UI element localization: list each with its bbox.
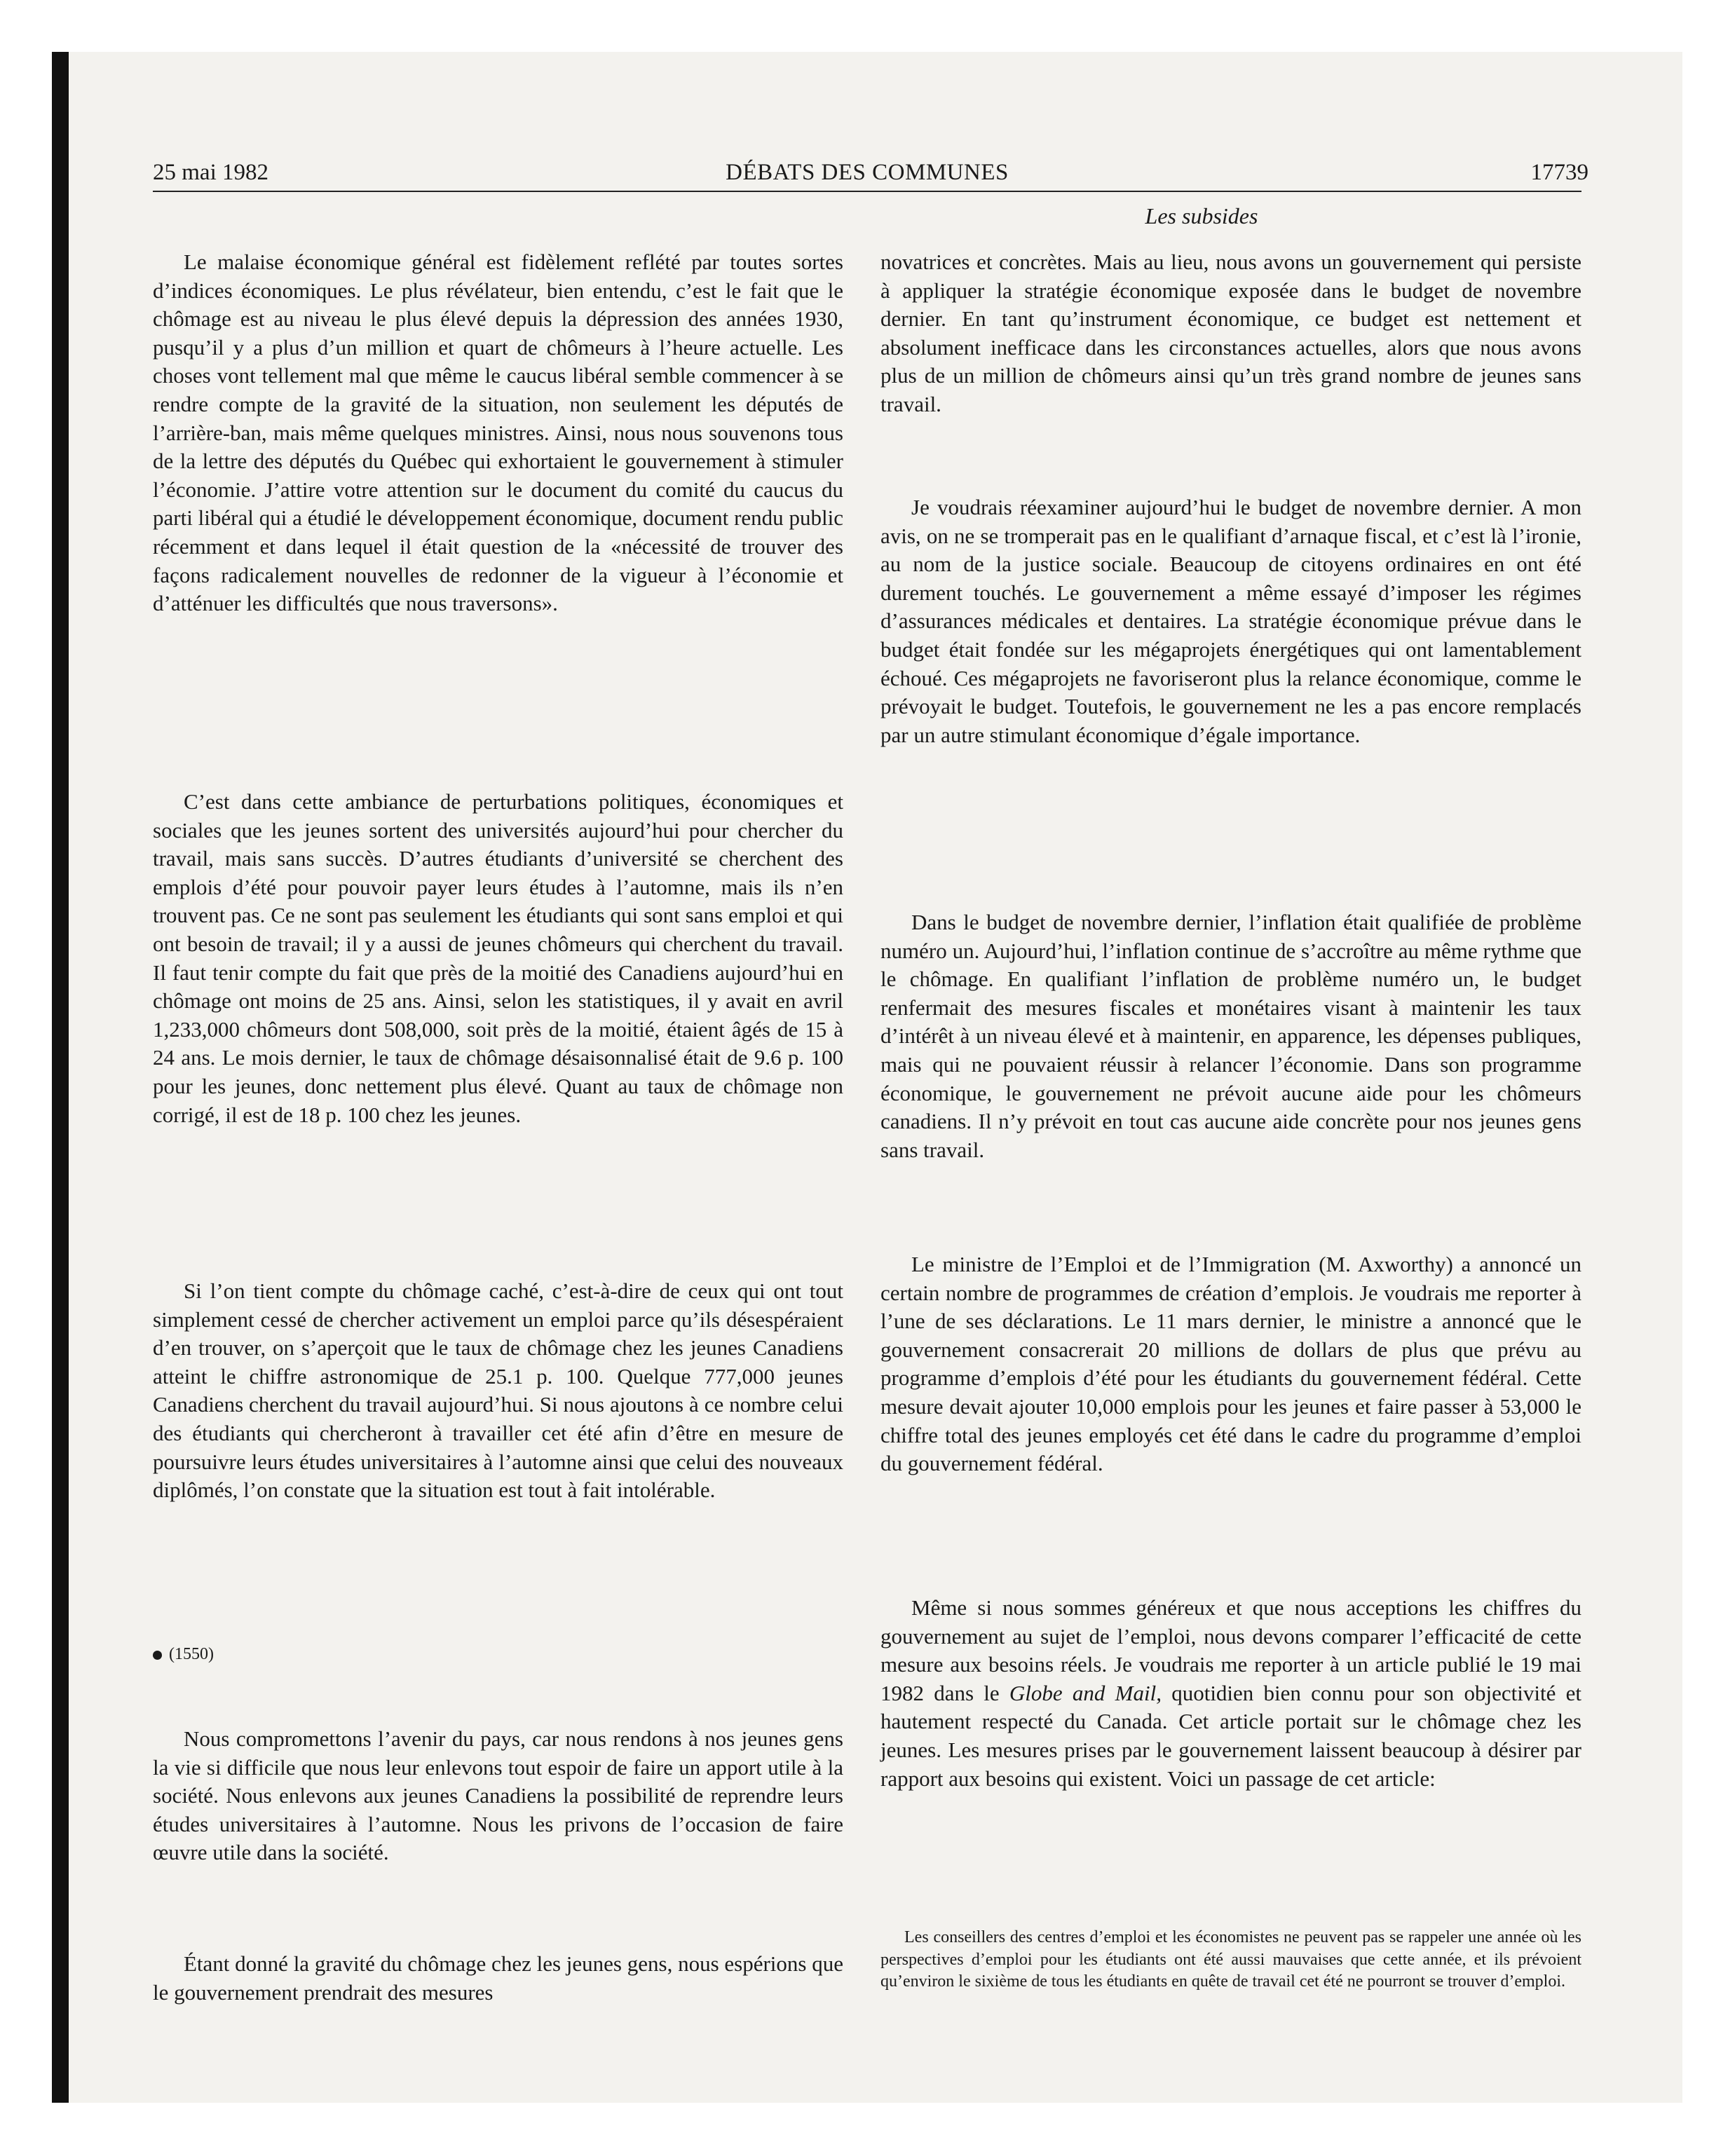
scanned-page [52,52,1682,2103]
block-quote: Les conseillers des centres d’emploi et les économistes ne peuvent pas se rappeler une année où les perspectives d’emploi pour les étudiants ont été aussi mauvaises que cette année, et ils prévoient qu’environ le sixième de tous les étudiants en quête de travail cet été ne pourront se trouver d’emploi. [880,1928,1581,1991]
left-paragraph-5: Étant donné la gravité du chômage chez les jeunes gens, nous espérions que le gouvernement prendrait des mesures [153,1951,843,2005]
right-paragraph-5 [880,1594,1581,1793]
header-date: 25 mai 1982 [153,160,268,185]
header-rule [153,191,1581,192]
left-paragraph-2: C’est dans cette ambiance de perturbations politiques, économiques et sociales que les jeunes sortent des universités aujourd’hui pour chercher du travail, mais sans succès. D’autres étudiants d’université se cherchent des emplois d’été pour pouvoir payer leurs études à l’automne, mais ils n’en trouvent pas. Ce ne sont pas seulement les étudiants qui sont sans emploi et qui ont besoin de travail; il y a aussi de jeunes chômeurs qui cherchent du travail. Il faut tenir compte du fait que près de la moitié des Canadiens aujourd’hui en chômage ont moins de 25 ans. Ainsi, selon les statistiques, il y avait en avril 1,233,000 chômeurs dont 508,000, soit près de la moitié, étaient âgés de 15 à 24 ans. Le mois dernier, le taux de chômage désaisonnalisé était de 9.6 p. 100 pour les jeunes, donc nettement plus élevé. Quant au taux de chômage non corrigé, il est de 18 p. 100 chez les jeunes. [153,789,843,1127]
header-title: DÉBATS DES COMMUNES [726,160,1009,185]
bullet-icon [153,1651,162,1660]
right-paragraph-1: novatrices et concrètes. Mais au lieu, nous avons un gouvernement qui persiste à appliquer la stratégie économique exposée dans le budget de novembre dernier. En tant qu’instrument économique, ce budget est nettement et absolument inefficace dans les circonstances actuelles, alors que nous avons plus de un million de chômeurs ainsi qu’un très grand nombre de jeunes sans travail. [880,250,1581,416]
right-paragraph-3: Dans le budget de novembre dernier, l’inflation était qualifiée de problème numéro un. Aujourd’hui, l’inflation continue de s’accroître au même rythme que le chômage. En qualifiant l’inflation de problème numéro un, le budget renfermait des mesures fiscales et monétaires visant à maintenir les taux d’intérêt à un niveau élevé et à maintenir, en apparence, les dépenses publiques, mais qui ne pouvaient réussir à relancer l’économie. Dans son programme économique, le gouvernement ne prévoit aucune aide pour les chômeurs canadiens. Il n’y prévoit en tout cas aucune aide concrète pour nos jeunes gens sans travail. [880,910,1581,1162]
time-marker [153,1644,214,1664]
hansard-page [52,52,1682,2103]
left-paragraph-3: Si l’on tient compte du chômage caché, c’est-à-dire de ceux qui ont tout simplement cessé de chercher activement un emploi parce qu’ils désespéraient d’en trouver, on s’aperçoit que le taux de chômage chez les jeunes Canadiens atteint le chiffre astronomique de 25.1 p. 100. Quelque 777,000 jeunes Canadiens cherchent du travail aujourd’hui. Si nous ajoutons à ce nombre celui des étudiants qui chercheront à travailler cet été afin d’être en mesure de poursuivre leurs études universitaires à l’automne ainsi que celui des nouveaux diplômés, l’on constate que la situation est tout à fait intolérable. [153,1278,843,1503]
section-title: Les subsides [1145,203,1258,228]
left-paragraph-1: Le malaise économique général est fidèlement reflété par toutes sortes d’indices économiques. Le plus révélateur, bien entendu, c’est le fait que le chômage est au niveau le plus élevé depuis la dépression des années 1930, pusqu’il y a plus d’un million et quart de chômeurs à l’heure actuelle. Les choses vont tellement mal que même le caucus libéral semble commencer à se rendre compte de la gravité de la situation, non seulement les députés de l’arrière-ban, mais même quelques ministres. Ainsi, nous nous souvenons tous de la lettre des députés du Québec qui exhortaient le gouvernement à stimuler l’économie. J’attire votre attention sur le document du comité du caucus du parti libéral qui a étudié le développement économique, document rendu public récemment et dans lequel il était question de la «nécessité de trouver des façons radicalement nouvelles de redonner de la vigueur à l’économie et d’atténuer les difficultés que nous traversons». [153,250,843,616]
right-paragraph-2: Je voudrais réexaminer aujourd’hui le budget de novembre dernier. A mon avis, on ne se tromperait pas en le qualifiant d’arnaque fiscal, et c’est là l’ironie, au nom de la justice sociale. Beaucoup de citoyens ordinaires en ont été durement touchés. Le gouvernement a même essayé d’imposer les régimes d’assurances médicales et dentaires. La stratégie économique prévue dans le budget était fondée sur les mégaprojets énergétiques qui ont lamentablement échoué. Ces mégaprojets ne favoriseront plus la relance économique, comme le prévoyait le budget. Toutefois, le gouvernement ne les a pas encore remplacés par un autre stimulant économique d’égale importance. [880,495,1581,747]
paragraph-text: quotidien bien connu pour son objectivité et hautement respecté du Canada. Cet article portait sur le chômage chez les jeunes. Les mesures prises par le gouvernement laissent beaucoup à désirer par rapport aux besoins qui existent. Voici un passage de cet article: [880,1680,1581,1791]
newspaper-name: Globe and Mail, [1009,1680,1162,1705]
left-paragraph-4: Nous compromettons l’avenir du pays, car nous rendons à nos jeunes gens la vie si difficile que nous leur enlevons tout espoir de faire un apport utile à la société. Nous enlevons aux jeunes Canadiens la possibilité de reprendre leurs études universitaires à l’automne. Nous les privons de l’occasion de faire œuvre utile dans la société. [153,1726,843,1865]
page-number: 17739 [1530,160,1588,185]
right-paragraph-4: Le ministre de l’Emploi et de l’Immigration (M. Axworthy) a annoncé un certain nombre de programmes de création d’emplois. Je voudrais me reporter à l’une de ses déclarations. Le 11 mars dernier, le ministre a annoncé que le gouvernement consacrerait 20 millions de dollars de plus que prévu au programme d’emplois d’été pour les étudiants du gouvernement fédéral. Cette mesure devait ajouter 10,000 emplois pour les jeunes et faire passer à 53,000 le chiffre total des jeunes employés cet été dans le cadre du programme d’emploi du gouvernement fédéral. [880,1252,1581,1476]
paragraph-text: Même si nous sommes généreux et que nous acceptions les chiffres du gouvernement au sujet de l’emploi, nous devons comparer l’efficacité de cette mesure aux besoins réels. Je voudrais me reporter à un article publié le 19 mai 1982 dans le [880,1595,1581,1705]
time-marker-label: (1550) [169,1645,214,1663]
